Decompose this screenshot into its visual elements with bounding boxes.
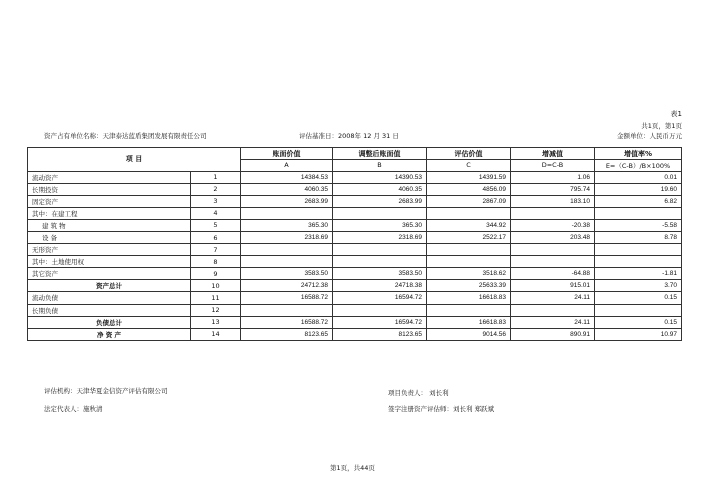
appraised-value-cell: 3518.62 (427, 268, 511, 280)
page-number: 第1页，共44页 (330, 464, 375, 472)
adjusted-book-value-cell: 2318.69 (333, 231, 427, 243)
change-value-cell (511, 256, 595, 268)
change-rate-cell (595, 207, 682, 219)
table-row (28, 207, 682, 219)
change-rate-cell (595, 304, 682, 316)
column-code: A (241, 160, 333, 172)
column-header: 账面价值 (241, 148, 333, 160)
column-code: D=C-B (511, 160, 595, 172)
book-value-cell: 365.30 (241, 219, 333, 231)
column-header: 调整后账面值 (333, 148, 427, 160)
change-value-cell: -64.88 (511, 268, 595, 280)
change-value-cell: 24.11 (511, 292, 595, 304)
row-number: 14 (191, 328, 241, 340)
row-number: 7 (191, 244, 241, 256)
row-number: 4 (191, 207, 241, 219)
row-number: 9 (191, 268, 241, 280)
row-number: 5 (191, 219, 241, 231)
row-number: 3 (191, 195, 241, 207)
change-rate-cell: -5.58 (595, 219, 682, 231)
table-row (28, 183, 682, 195)
appraised-value-cell (427, 256, 511, 268)
appraised-value-cell: 344.92 (427, 219, 511, 231)
adjusted-book-value-cell: 8123.65 (333, 328, 427, 340)
adjusted-book-value-cell: 24718.38 (333, 280, 427, 292)
row-number: 1 (191, 171, 241, 183)
row-number: 2 (191, 183, 241, 195)
change-value-cell: -20.38 (511, 219, 595, 231)
owner-name: 资产占有单位名称：天津泰达蓝盾集团发展有限责任公司 (44, 132, 207, 140)
adjusted-book-value-cell: 3583.50 (333, 268, 427, 280)
appraised-value-cell: 25633.39 (427, 280, 511, 292)
change-rate-cell: 10.97 (595, 328, 682, 340)
row-label: 流动负债 (28, 292, 191, 304)
row-label: 净 资 产 (28, 328, 191, 340)
table-row (28, 268, 682, 280)
book-value-cell: 16588.72 (241, 316, 333, 328)
change-value-cell: 915.01 (511, 280, 595, 292)
table-row (28, 244, 682, 256)
table-row (28, 292, 682, 304)
asset-summary-table (27, 147, 682, 341)
appraised-value-cell (427, 244, 511, 256)
appraisers: 签字注册资产评估师：刘长利 郑跃斌 (388, 405, 495, 413)
row-label: 长期投资 (28, 183, 191, 195)
change-value-cell: 24.11 (511, 316, 595, 328)
item-column-header: 项 目 (28, 148, 241, 172)
adjusted-book-value-cell: 4060.35 (333, 183, 427, 195)
book-value-cell (241, 244, 333, 256)
appraised-value-cell: 16618.83 (427, 316, 511, 328)
adjusted-book-value-cell: 16594.72 (333, 316, 427, 328)
table-number: 表1 (670, 110, 682, 118)
column-header: 增值率% (595, 148, 682, 160)
table-row (28, 219, 682, 231)
change-rate-cell: 3.70 (595, 280, 682, 292)
appraised-value-cell: 2522.17 (427, 231, 511, 243)
book-value-cell: 16588.72 (241, 292, 333, 304)
change-rate-cell (595, 256, 682, 268)
table-row (28, 231, 682, 243)
row-label: 其它资产 (28, 268, 191, 280)
legal-representative: 法定代表人：施秋清 (44, 405, 103, 413)
appraised-value-cell: 4856.09 (427, 183, 511, 195)
project-lead: 项目负责人： 刘长利 (388, 389, 449, 397)
book-value-cell: 14384.53 (241, 171, 333, 183)
change-value-cell: 795.74 (511, 183, 595, 195)
row-label: 负债总计 (28, 316, 191, 328)
row-number: 8 (191, 256, 241, 268)
appraisal-org: 评估机构：天津华夏金信资产评估有限公司 (44, 387, 168, 395)
book-value-cell: 2318.69 (241, 231, 333, 243)
table-row (28, 280, 682, 292)
book-value-cell: 3583.50 (241, 268, 333, 280)
base-date: 评估基准日：2008年 12 月 31 日 (299, 132, 399, 140)
change-rate-cell: 8.78 (595, 231, 682, 243)
book-value-cell: 8123.65 (241, 328, 333, 340)
change-value-cell (511, 304, 595, 316)
row-label: 其中：土地使用权 (28, 256, 191, 268)
book-value-cell: 24712.38 (241, 280, 333, 292)
table-row (28, 328, 682, 340)
change-rate-cell: 0.01 (595, 171, 682, 183)
column-header: 增减值 (511, 148, 595, 160)
change-rate-cell: -1.81 (595, 268, 682, 280)
row-number: 11 (191, 292, 241, 304)
table-row (28, 256, 682, 268)
change-rate-cell: 19.60 (595, 183, 682, 195)
row-number: 6 (191, 231, 241, 243)
row-label: 无形资产 (28, 244, 191, 256)
adjusted-book-value-cell: 2683.99 (333, 195, 427, 207)
adjusted-book-value-cell: 14390.53 (333, 171, 427, 183)
adjusted-book-value-cell (333, 207, 427, 219)
change-rate-cell (595, 244, 682, 256)
column-code: E=（C-B）/B×100% (595, 160, 682, 172)
table-row (28, 171, 682, 183)
change-value-cell: 203.48 (511, 231, 595, 243)
change-rate-cell: 6.82 (595, 195, 682, 207)
appraised-value-cell: 16618.83 (427, 292, 511, 304)
column-header: 评估价值 (427, 148, 511, 160)
adjusted-book-value-cell: 365.30 (333, 219, 427, 231)
column-code: B (333, 160, 427, 172)
row-number: 10 (191, 280, 241, 292)
adjusted-book-value-cell: 16594.72 (333, 292, 427, 304)
appraised-value-cell: 2867.09 (427, 195, 511, 207)
table-row (28, 316, 682, 328)
appraised-value-cell: 9014.56 (427, 328, 511, 340)
adjusted-book-value-cell (333, 304, 427, 316)
row-label: 建 筑 物 (28, 219, 191, 231)
table-row (28, 195, 682, 207)
row-number: 13 (191, 316, 241, 328)
appraised-value-cell (427, 207, 511, 219)
change-value-cell: 183.10 (511, 195, 595, 207)
column-code: C (427, 160, 511, 172)
book-value-cell (241, 256, 333, 268)
change-value-cell (511, 207, 595, 219)
page-info: 共1页，第1页 (641, 122, 682, 130)
table-row (28, 304, 682, 316)
change-value-cell: 1.06 (511, 171, 595, 183)
change-rate-cell: 0.15 (595, 292, 682, 304)
row-label: 流动资产 (28, 171, 191, 183)
book-value-cell (241, 304, 333, 316)
row-label: 长期负债 (28, 304, 191, 316)
change-rate-cell: 0.15 (595, 316, 682, 328)
row-label: 固定资产 (28, 195, 191, 207)
book-value-cell: 2683.99 (241, 195, 333, 207)
row-label: 资产总计 (28, 280, 191, 292)
row-label: 其中：在建工程 (28, 207, 191, 219)
row-label: 设 备 (28, 231, 191, 243)
adjusted-book-value-cell (333, 256, 427, 268)
table-header-row (28, 148, 682, 160)
change-value-cell: 890.91 (511, 328, 595, 340)
appraised-value-cell: 14391.59 (427, 171, 511, 183)
row-number: 12 (191, 304, 241, 316)
adjusted-book-value-cell (333, 244, 427, 256)
book-value-cell: 4060.35 (241, 183, 333, 195)
currency-unit: 金额单位：人民币万元 (617, 132, 682, 140)
book-value-cell (241, 207, 333, 219)
appraised-value-cell (427, 304, 511, 316)
change-value-cell (511, 244, 595, 256)
